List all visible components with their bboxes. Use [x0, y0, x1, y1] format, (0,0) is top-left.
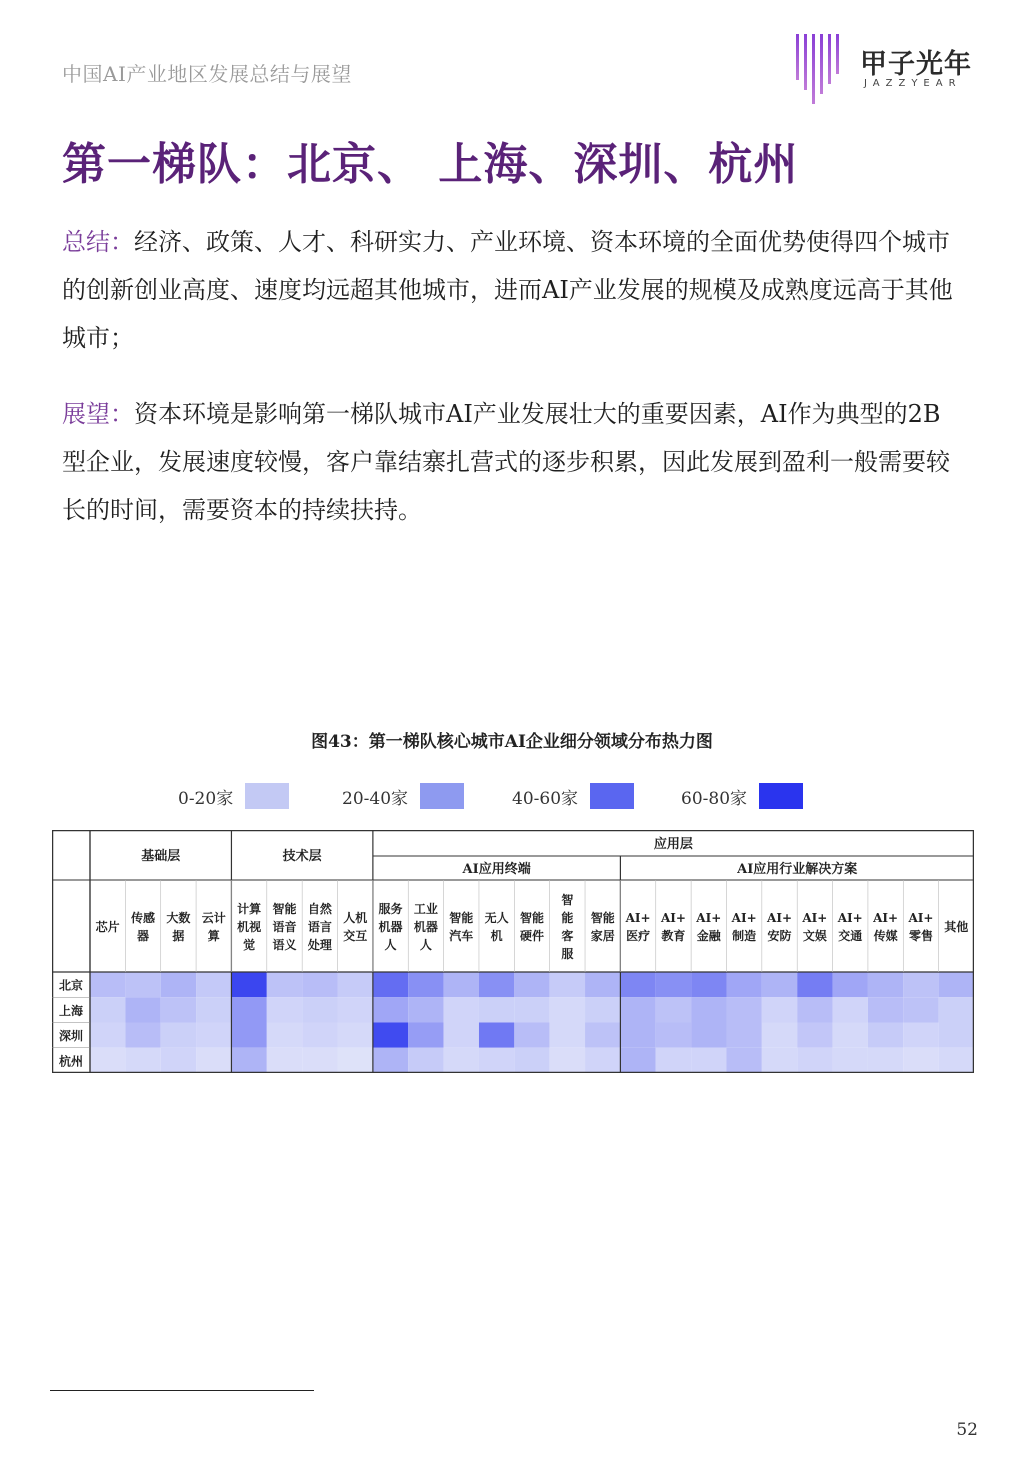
outlook-text: 资本环境是影响第一梯队城市AI产业发展壮大的重要因素，AI作为典型的2B型企业，发展速度较慢，客户靠结寨扎营式的逐步积累，因此发展到盈利一般需要较长的时间，需要资本的持续扶持。 — [62, 400, 950, 524]
column-header-line: 机视 — [237, 920, 262, 934]
heatmap-cell — [550, 1023, 585, 1048]
column-header-line: 其他 — [944, 920, 969, 934]
column-header-line: 零售 — [908, 929, 933, 943]
heatmap-cell — [585, 997, 620, 1022]
column-header-line: 自然 — [307, 902, 332, 916]
heatmap-cell — [196, 997, 231, 1022]
heatmap-cell — [762, 1023, 797, 1048]
heatmap-cell — [267, 1048, 302, 1073]
column-header-label — [130, 910, 155, 943]
legend-label: 0-20家 — [178, 788, 234, 809]
column-header-line: 据 — [172, 929, 185, 943]
legend-label: 40-60家 — [512, 788, 579, 809]
heatmap-cell — [444, 997, 479, 1022]
column-header-line: AI+ — [802, 911, 828, 925]
heatmap-cell — [656, 1048, 691, 1073]
outlook-label: 展望： — [62, 400, 134, 428]
heatmap-cell — [726, 972, 761, 997]
heatmap-cell — [196, 972, 231, 997]
column-header-label — [307, 901, 333, 952]
heatmap-cell — [550, 972, 585, 997]
figure-title: 图43：第一梯队核心城市AI企业细分领域分布热力图 — [311, 732, 713, 752]
heatmap-cell — [514, 997, 549, 1022]
heatmap-cell — [585, 972, 620, 997]
heatmap-cell — [762, 972, 797, 997]
column-header-line: 传媒 — [873, 929, 898, 943]
heatmap-cell — [231, 1023, 266, 1048]
subgroup-header-label: AI应用终端 — [462, 862, 531, 877]
heatmap-cell — [479, 1023, 514, 1048]
column-header-line: 智能 — [272, 902, 297, 916]
column-header-line: 医疗 — [626, 929, 651, 943]
column-header-label — [944, 919, 968, 934]
heatmap-cell — [833, 1023, 868, 1048]
heatmap-cell — [939, 1023, 974, 1048]
heatmap-cell — [408, 1048, 443, 1073]
heatmap-cell — [231, 972, 266, 997]
heatmap-cell — [939, 1048, 974, 1073]
legend-swatch — [590, 783, 634, 809]
heatmap-cell — [903, 1023, 938, 1048]
column-header-line: AI+ — [837, 911, 863, 925]
column-header-line: 安防 — [767, 929, 792, 943]
column-header-line: 制造 — [732, 929, 757, 943]
column-header-label — [166, 910, 190, 943]
subgroup-header-label: AI应用行业解决方案 — [737, 862, 858, 877]
heatmap-cell — [691, 972, 726, 997]
heatmap-cell — [338, 1048, 373, 1073]
logo-chinese-name: 甲子光年 — [860, 49, 972, 80]
column-header-line: 机 — [490, 929, 503, 943]
column-header-line: 家居 — [590, 929, 615, 943]
heatmap-cell — [514, 1048, 549, 1073]
heatmap-cell — [444, 972, 479, 997]
heatmap-cell — [125, 1048, 160, 1073]
column-header-line: 机器 — [413, 920, 438, 934]
heatmap-cell — [939, 972, 974, 997]
heatmap-cell — [444, 1048, 479, 1073]
heatmap-cell — [196, 1023, 231, 1048]
column-header-line: 服务 — [378, 902, 403, 916]
heatmap-cell — [514, 1023, 549, 1048]
column-header-line: 交通 — [838, 929, 863, 943]
column-header-line: 交互 — [343, 929, 368, 943]
column-header-label — [379, 901, 403, 952]
heatmap-legend — [0, 782, 1024, 812]
heatmap-cell — [868, 997, 903, 1022]
column-header-line: AI+ — [908, 911, 934, 925]
heatmap-cell — [302, 997, 337, 1022]
heatmap-cell — [726, 997, 761, 1022]
column-header-label — [731, 911, 757, 943]
heatmap-cell — [868, 1048, 903, 1073]
column-header-label — [660, 911, 686, 943]
column-header-line: AI+ — [660, 911, 686, 925]
logo-mark-icon — [794, 30, 854, 110]
column-header-line: 硬件 — [519, 929, 545, 943]
page-number: 52 — [956, 1420, 978, 1440]
column-header-line: AI+ — [767, 911, 793, 925]
heatmap-cell — [620, 997, 655, 1022]
heatmap-cell — [691, 997, 726, 1022]
heatmap-cell — [939, 997, 974, 1022]
column-header-line: 语言 — [307, 920, 332, 934]
heatmap-cell — [903, 997, 938, 1022]
heatmap-cell — [691, 1023, 726, 1048]
heatmap-cell — [656, 997, 691, 1022]
heatmap-cell — [373, 972, 408, 997]
heatmap-cell — [797, 1023, 832, 1048]
page-title: 第一梯队：北京、 上海、深圳、杭州 — [62, 139, 799, 190]
heatmap-cell — [231, 1048, 266, 1073]
heatmap-cell — [656, 972, 691, 997]
column-header-line: 智能 — [519, 911, 545, 925]
heatmap-cell — [161, 997, 196, 1022]
column-header-line: AI+ — [696, 911, 722, 925]
column-header-line: 传感 — [131, 911, 156, 925]
column-header-line: 服 — [561, 947, 574, 961]
heatmap-cell — [125, 997, 160, 1022]
heatmap-cell — [338, 997, 373, 1022]
heatmap-cell — [656, 1023, 691, 1048]
heatmap-cell — [90, 997, 125, 1022]
summary-paragraph — [62, 218, 962, 362]
heatmap-cell — [585, 1048, 620, 1073]
legend-swatch — [245, 783, 289, 809]
column-header-line: 工业 — [413, 902, 438, 916]
legend-item — [342, 782, 464, 810]
heatmap-cell — [267, 997, 302, 1022]
column-header-line: 芯片 — [95, 920, 120, 934]
outlook-paragraph — [62, 390, 962, 534]
column-header-line: 云计 — [201, 911, 226, 925]
heatmap-cell — [90, 1048, 125, 1073]
column-header-line: 文娱 — [802, 929, 827, 943]
column-header-line: 客 — [561, 929, 574, 943]
document-header-title: 中国AI产业地区发展总结与展望 — [62, 62, 352, 86]
legend-swatch — [420, 783, 464, 809]
column-header-line: 大数 — [166, 911, 191, 925]
heatmap-cell — [338, 972, 373, 997]
column-header-label — [837, 911, 863, 943]
heatmap-cell — [90, 1023, 125, 1048]
heatmap-cell — [373, 997, 408, 1022]
heatmap-cell — [161, 972, 196, 997]
heatmap-cell — [338, 1023, 373, 1048]
column-header-label — [449, 910, 473, 943]
heatmap-cell — [868, 972, 903, 997]
heatmap-cell — [868, 1023, 903, 1048]
heatmap-cell — [408, 1023, 443, 1048]
column-header-label — [625, 911, 651, 943]
heatmap-cell — [408, 972, 443, 997]
heatmap-cell — [550, 997, 585, 1022]
column-header-line: 智 — [561, 893, 574, 907]
legend-swatch — [759, 783, 803, 809]
heatmap-cell — [585, 1023, 620, 1048]
column-header-line: AI+ — [873, 911, 899, 925]
heatmap-cell — [125, 972, 160, 997]
column-header-line: AI+ — [731, 911, 757, 925]
group-header-label: 应用层 — [653, 837, 693, 852]
legend-item — [178, 782, 289, 810]
column-header-label — [96, 919, 120, 934]
column-header-label — [202, 910, 226, 943]
heatmap-cell — [302, 972, 337, 997]
heatmap-chart — [52, 830, 974, 1073]
heatmap-cell — [797, 997, 832, 1022]
heatmap-cell — [903, 972, 938, 997]
heatmap-cell — [161, 1048, 196, 1073]
heatmap-cell — [479, 997, 514, 1022]
legend-item — [512, 782, 634, 810]
column-header-label — [520, 910, 544, 943]
heatmap-cell — [373, 1023, 408, 1048]
heatmap-cell — [833, 972, 868, 997]
jazzyear-logo — [794, 30, 994, 110]
heatmap-cell — [90, 972, 125, 997]
column-header-line: 无人 — [484, 911, 509, 925]
column-header-label — [343, 910, 367, 943]
heatmap-cell — [797, 1048, 832, 1073]
heatmap-cell — [231, 997, 266, 1022]
column-header-label — [561, 892, 574, 961]
group-header-label: 基础层 — [141, 849, 181, 864]
heatmap-cell — [125, 1023, 160, 1048]
heatmap-cell — [267, 1023, 302, 1048]
heatmap-cell — [726, 1048, 761, 1073]
heatmap-cell — [196, 1048, 231, 1073]
column-header-label — [801, 911, 827, 943]
column-header-label — [766, 911, 792, 943]
row-label: 深圳 — [58, 1029, 84, 1044]
row-label: 北京 — [58, 978, 84, 993]
heatmap-cell — [797, 972, 832, 997]
column-header-line: 觉 — [243, 938, 256, 952]
column-header-line: 智能 — [590, 911, 615, 925]
heatmap-cell — [762, 1048, 797, 1073]
heatmap-cell — [161, 1023, 196, 1048]
column-header-line: 算 — [207, 929, 220, 943]
summary-text: 经济、政策、人才、科研实力、产业环境、资本环境的全面优势使得四个城市的创新创业高度、速度均远超其他城市，进而AI产业发展的规模及成熟度远高于其他城市； — [62, 228, 953, 352]
legend-label: 60-80家 — [681, 788, 748, 809]
heatmap-cell — [408, 997, 443, 1022]
column-header-line: 金融 — [696, 929, 721, 943]
column-header-line: 人机 — [343, 911, 368, 925]
column-header-line: 语音 — [272, 920, 297, 934]
row-label: 上海 — [58, 1003, 84, 1018]
heatmap-cell — [726, 1023, 761, 1048]
column-header-line: 人 — [419, 938, 432, 952]
column-header-label — [272, 901, 296, 952]
footnote-divider — [50, 1390, 314, 1391]
heatmap-cell — [620, 972, 655, 997]
column-header-line: 计算 — [237, 902, 262, 916]
column-header-line: 人 — [384, 938, 397, 952]
heatmap-cell — [514, 972, 549, 997]
column-header-line: 智能 — [449, 911, 474, 925]
heatmap-cell — [762, 997, 797, 1022]
column-header-line: 器 — [137, 929, 150, 943]
heatmap-cell — [302, 1048, 337, 1073]
heatmap-cell — [903, 1048, 938, 1073]
column-header-line: 机器 — [378, 920, 403, 934]
summary-label: 总结： — [62, 228, 134, 256]
heatmap-cell — [479, 1048, 514, 1073]
column-header-line: 语义 — [272, 938, 297, 952]
heatmap-cell — [691, 1048, 726, 1073]
heatmap-cell — [444, 1023, 479, 1048]
group-header-label: 技术层 — [282, 849, 322, 864]
column-header-label — [414, 902, 438, 952]
column-header-label — [591, 910, 615, 943]
column-header-line: 教育 — [661, 929, 686, 943]
heatmap-cell — [620, 1048, 655, 1073]
heatmap-cell — [833, 997, 868, 1022]
column-header-label — [237, 901, 261, 952]
row-label: 杭州 — [58, 1054, 84, 1069]
column-header-label — [485, 910, 509, 943]
column-header-line: AI+ — [625, 911, 651, 925]
heatmap-cell — [479, 972, 514, 997]
logo-english-name: JAZZYEAR — [864, 78, 962, 89]
heatmap-cell — [833, 1048, 868, 1073]
heatmap-cell — [302, 1023, 337, 1048]
column-header-line: 汽车 — [449, 929, 474, 943]
heatmap-cell — [373, 1048, 408, 1073]
legend-item — [681, 782, 803, 810]
column-header-label — [695, 911, 721, 943]
column-header-label — [872, 911, 898, 943]
heatmap-cell — [267, 972, 302, 997]
column-header-line: 处理 — [307, 938, 332, 952]
heatmap-cell — [550, 1048, 585, 1073]
heatmap-cell — [620, 1023, 655, 1048]
column-header-label — [907, 911, 933, 943]
column-header-line: 能 — [561, 911, 574, 925]
legend-label: 20-40家 — [342, 788, 409, 809]
